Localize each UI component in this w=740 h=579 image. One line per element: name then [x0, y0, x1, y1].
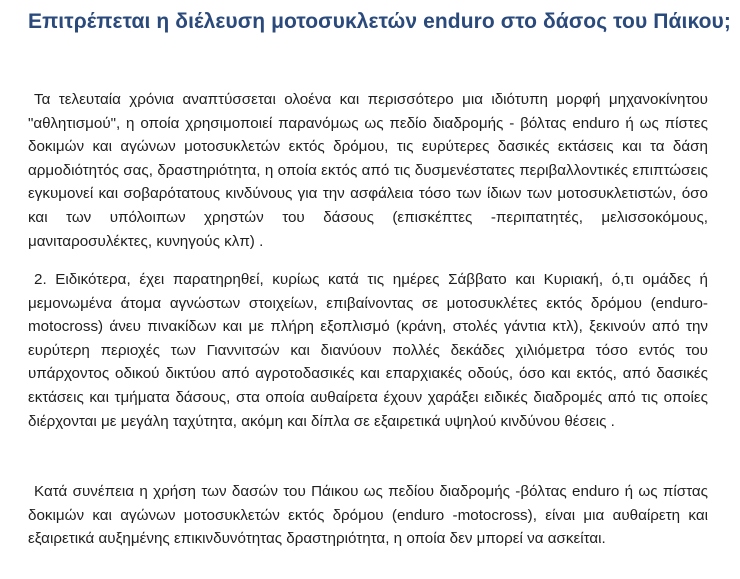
document-title: Επιτρέπεται η διέλευση μοτοσυκλετών enduro στο δάσος του Πάικου;	[28, 10, 731, 33]
paragraph-2: 2. Ειδικότερα, έχει παρατηρηθεί, κυρίως κατά τις ημέρες Σάββατο και Κυριακή, ό,τι ομάδες ή μεμονωμένα άτομα αγνώστων στοιχείων, επιβαίνοντας σε μοτοσυκλέτες εκτός δρόμου (enduro-motocross) άνευ πινακίδων και με πλήρη εξοπλισμό (κράνη, στολές γάντια κτλ), ξεκινούν από την ευρύτερη περιοχές των Γιαννιτσών και διανύουν πολλές δεκάδες χιλιόμετρα τόσο εντός του υπάρχοντος οδικού δικτύου από αγροτοδασικές και επαρχιακές οδούς, όσο και εκτός, από δασικές εκτάσεις και τμήματα δάσους, στα οποία αυθαίρετα έχουν χαράξει ειδικές διαδρομές από τις οποίες διέρχονται με μεγάλη ταχύτητα, ακόμη και δίπλα σε εξαιρετικά υψηλού κινδύνου θέσεις .	[28, 271, 708, 430]
paragraph-1: Τα τελευταία χρόνια αναπτύσσεται ολοένα και περισσότερο μια ιδιότυπη μορφή μηχανοκίνητου "αθλητισμού", η οποία χρησιμοποιεί παρανόμως ως πεδίο διαδρομής - βόλτας enduro ή ως πίστες δοκιμών και αγώνων μοτοσυκλετών εκτός δρόμου, τις ευρύτερες δασικές εκτάσεις και τα δάση αρμοδιότητός σας, δραστηριότητα, η οποία εκτός από τις δυσμενέστατες περιβαλλοντικές επιπτώσεις εγκυμονεί και σοβαρότατους κινδύνους για την ασφάλεια τόσο των ίδιων των μοτοσυκλετιστών, όσο και των υπόλοιπων χρηστών του δάσους (επισκέπτες -περιπατητές, μελισσοκόμους, μανιταροσυλέκτες, κυνηγούς κλπ) .	[28, 91, 708, 250]
paragraph-3: Κατά συνέπεια η χρήση των δασών του Πάικου ως πεδίου διαδρομής -βόλτας enduro ή ως πίστας δοκιμών και αγώνων μοτοσυκλετών εκτός δρόμου (enduro -motocross), είναι μια αυθαίρετη και εξαιρετικά αυξημένης επικινδυνότητας δραστηριότητα, η οποία δεν μπορεί να ασκείται.	[28, 483, 708, 548]
